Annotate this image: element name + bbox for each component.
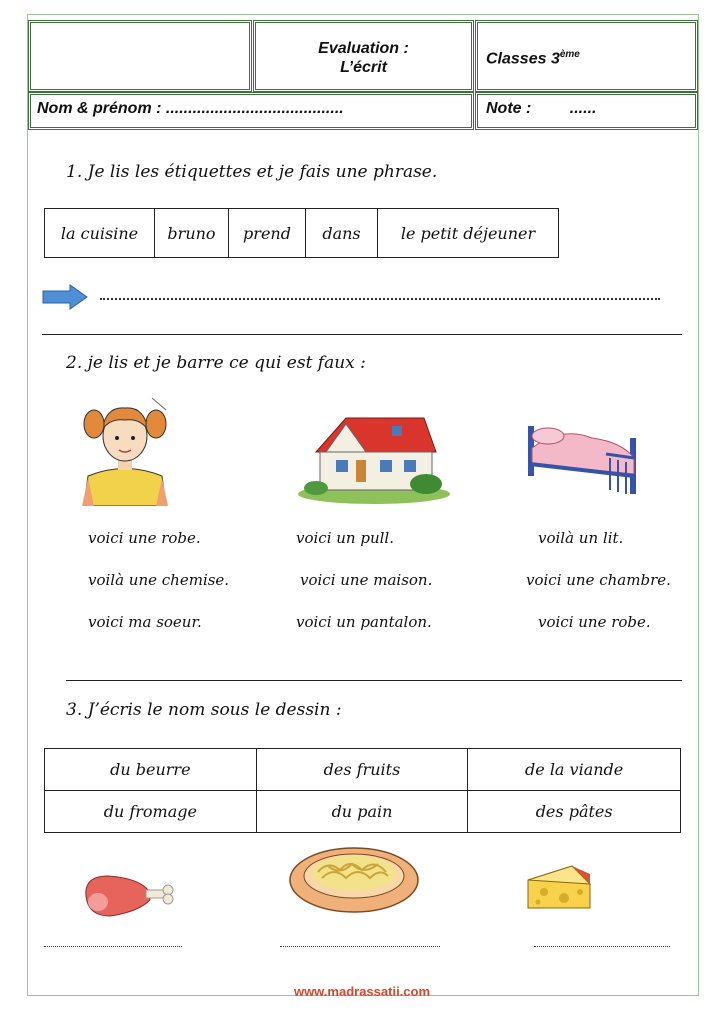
word-cell: des pâtes [468,791,681,833]
header-title-line2: L’écrit [340,59,387,76]
divider-2 [66,680,682,681]
q1-answer-line[interactable] [100,298,660,300]
header-title-line1: Evaluation : [318,40,409,57]
header-note-cell [475,92,698,130]
label-cell: bruno [155,209,229,258]
class-label: Classes 3 [486,50,560,68]
q3-title: 3. J’écris le nom sous le dessin : [66,700,342,720]
label-cell: dans [306,209,378,258]
word-cell: du fromage [45,791,257,833]
label-cell: le petit déjeuner [378,209,559,258]
bed-picture [522,418,646,498]
q2-sentence[interactable]: voici une maison. [300,571,433,589]
q2-title: 2. je lis et je barre ce qui est faux : [66,353,366,373]
q3-answer-line-2[interactable] [280,946,440,947]
name-label: Nom & prénom : ........................................ [37,100,344,117]
house-picture [296,408,452,504]
q2-sentence[interactable]: voici ma soeur. [88,613,202,631]
header-name-cell [28,92,474,130]
label-cell: prend [229,209,306,258]
pasta-plate-picture [288,846,420,916]
q3-word-table [44,748,681,833]
word-cell: des fruits [256,749,468,791]
q2-sentence[interactable]: voici une chambre. [526,571,671,589]
word-cell: de la viande [468,749,681,791]
q2-sentence[interactable]: voici un pantalon. [296,613,432,631]
q1-label-table [44,208,559,258]
q1-title: 1. Je lis les étiquettes et je fais une phrase. [66,162,438,182]
q3-answer-line-3[interactable] [534,946,670,947]
note-dots: ...... [569,100,597,117]
word-cell: du pain [256,791,468,833]
note-label: Note : [486,100,532,117]
divider-1 [42,334,682,335]
class-superscript: ème [559,49,580,60]
girl-picture [80,396,170,506]
q2-sentence[interactable]: voilà un lit. [538,529,624,547]
word-cell: du beurre [45,749,257,791]
ham-leg-picture [80,872,180,920]
label-cell: la cuisine [45,209,155,258]
footer-website[interactable]: www.madrassatii.com [293,984,431,999]
header-blank-cell [28,20,252,92]
q2-sentence[interactable]: voilà une chemise. [88,571,230,589]
q2-sentence[interactable]: voici un pull. [296,529,394,547]
q2-sentence[interactable]: voici une robe. [88,529,201,547]
header-class-cell [475,20,698,92]
blue-arrow-icon [42,284,88,310]
header-title-cell [253,20,474,92]
q3-answer-line-1[interactable] [44,946,182,947]
q2-sentence[interactable]: voici une robe. [538,613,651,631]
cheese-picture [524,862,594,912]
